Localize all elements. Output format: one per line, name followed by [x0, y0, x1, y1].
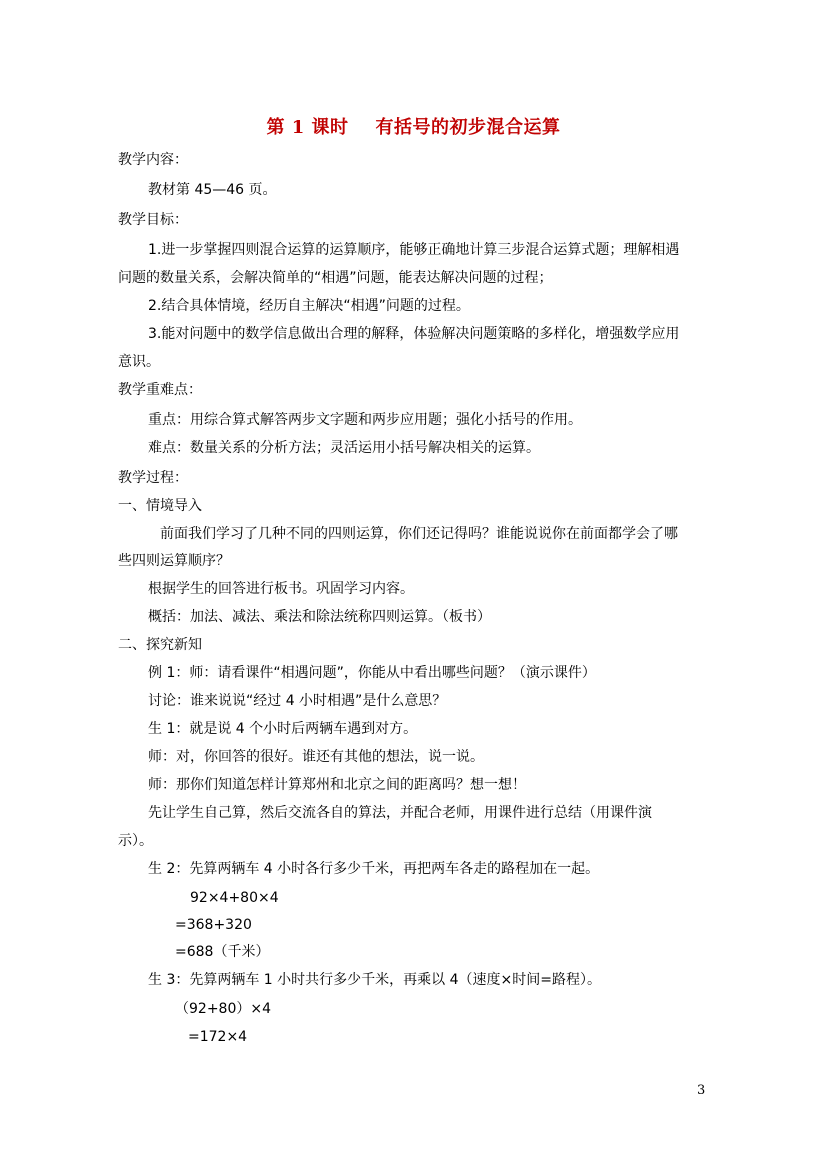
paragraph: 前面我们学习了几种不同的四则运算，你们还记得吗？谁能说说你在前面都学会了哪: [160, 526, 678, 542]
paragraph: 意识。: [118, 354, 160, 370]
math-expression: =688（千米）: [175, 944, 270, 960]
paragraph: 生 3：先算两辆车 1 小时共行多少千米，再乘以 4（速度×时间=路程）。: [148, 972, 601, 988]
paragraph: 难点：数量关系的分析方法；灵活运用小括号解决相关的运算。: [148, 440, 540, 456]
paragraph: 1.进一步掌握四则混合运算的运算顺序，能够正确地计算三步混合运算式题；理解相遇: [148, 242, 680, 258]
math-expression: 92×4+80×4: [190, 890, 279, 906]
paragraph: 先让学生自己算，然后交流各自的算法，并配合老师，用课件进行总结（用课件演: [148, 805, 652, 821]
paragraph: 讨论：谁来说说“经过 4 小时相遇”是什么意思？: [148, 693, 447, 709]
paragraph: 师：对，你回答的很好。谁还有其他的想法，说一说。: [148, 749, 484, 765]
paragraph: 生 2：先算两辆车 4 小时各行多少千米，再把两车各走的路程加在一起。: [148, 861, 600, 877]
section-heading-key-points: 教学重难点：: [118, 382, 202, 398]
paragraph: 2.结合具体情境，经历自主解决“相遇”问题的过程。: [148, 298, 470, 314]
paragraph: 根据学生的回答进行板书。巩固学习内容。: [148, 581, 414, 597]
paragraph: 教材第 45—46 页。: [148, 182, 277, 198]
paragraph: 示）。: [118, 833, 153, 849]
section-heading-process: 教学过程：: [118, 470, 188, 486]
page-title: 第 1 课时 有括号的初步混合运算: [266, 117, 561, 138]
paragraph: 3.能对问题中的数学信息做出合理的解释，体验解决问题策略的多样化，增强数学应用: [148, 326, 680, 342]
page-number: 3: [697, 1083, 706, 1098]
section-heading-intro: 一、情境导入: [118, 498, 202, 514]
paragraph: 问题的数量关系，会解决简单的“相遇”问题，能表达解决问题的过程；: [118, 270, 553, 286]
paragraph: 师：那你们知道怎样计算郑州和北京之间的距离吗？想一想！: [148, 777, 526, 793]
paragraph: 重点：用综合算式解答两步文字题和两步应用题；强化小括号的作用。: [148, 412, 582, 428]
math-expression: （92+80）×4: [175, 1001, 271, 1017]
paragraph: 生 1：就是说 4 个小时后两辆车遇到对方。: [148, 721, 418, 737]
paragraph: 例 1：师：请看课件“相遇问题”，你能从中看出哪些问题？（演示课件）: [148, 665, 596, 681]
paragraph: 些四则运算顺序？: [118, 553, 230, 569]
section-heading-objectives: 教学目标：: [118, 212, 188, 228]
paragraph: 概括：加法、减法、乘法和除法统称四则运算。（板书）: [148, 609, 491, 625]
math-expression: =368+320: [175, 917, 252, 933]
section-heading-content: 教学内容：: [118, 152, 188, 168]
section-heading-explore: 二、探究新知: [118, 637, 202, 653]
math-expression: =172×4: [188, 1029, 248, 1045]
